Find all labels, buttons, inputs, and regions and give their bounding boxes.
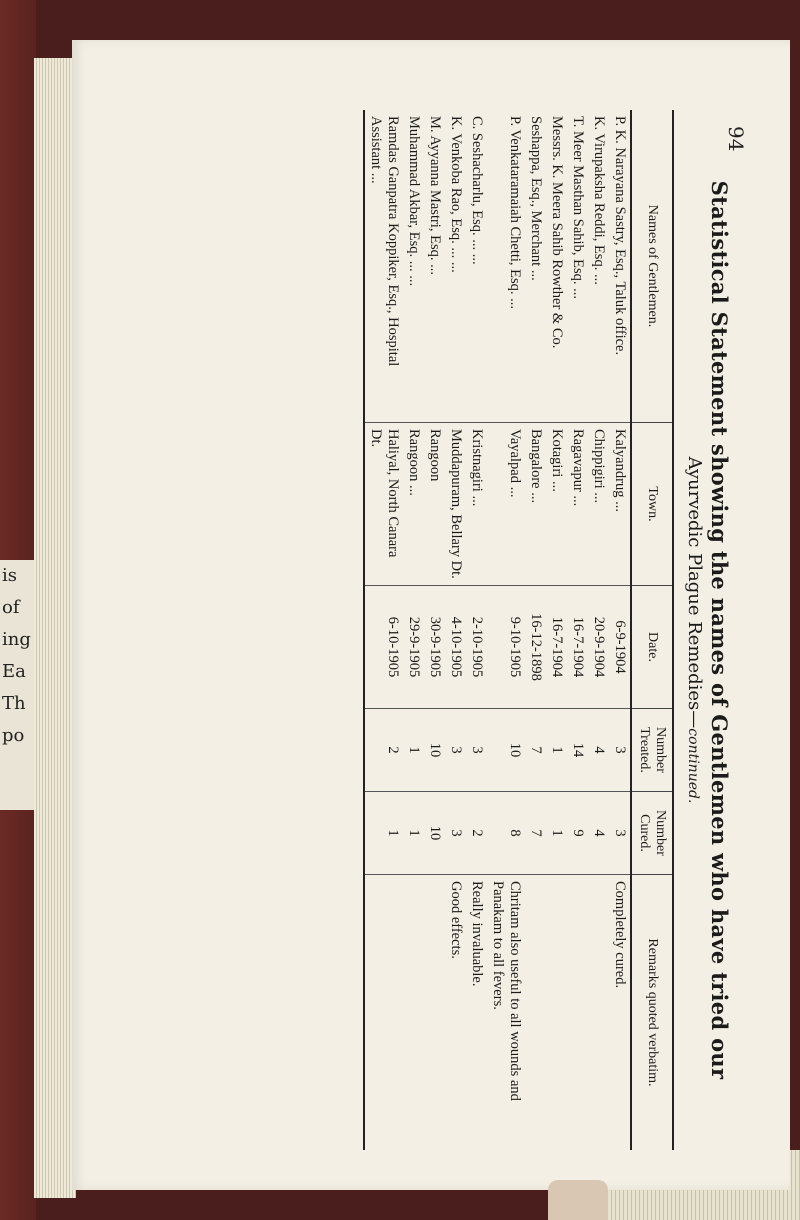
table-row (445, 110, 466, 1150)
cell-cured: 10 (424, 792, 445, 875)
cell-cured: 7 (525, 792, 546, 875)
cell-remarks (567, 875, 588, 1151)
table-row (466, 110, 487, 1150)
cell-date: 20-9-1904 (588, 586, 609, 709)
cell-cured: 2 (466, 792, 487, 875)
fragment-text: is (2, 565, 17, 586)
cell-treated: 7 (525, 709, 546, 792)
cell-treated: 10 (487, 709, 525, 792)
cell-name: C. Seshacharlu, Esq. ... ... (466, 110, 487, 423)
table-row (487, 110, 525, 1150)
cell-cured: 3 (609, 792, 631, 875)
cell-name: T. Meer Masthan Sahib, Esq. ... (567, 110, 588, 423)
cell-town: Ragavapur ... (567, 423, 588, 586)
cell-treated: 2 (364, 709, 403, 792)
table-row (609, 110, 631, 1150)
fragment-text: ing (2, 629, 31, 650)
cell-cured: 1 (546, 792, 567, 875)
cell-town: Rangoon (424, 423, 445, 586)
cell-treated: 3 (609, 709, 631, 792)
rotated-page-content (140, 110, 740, 1150)
page-heading: Statistical Statement showing the names of Gentlemen who have tried our (707, 180, 732, 1080)
cell-cured: 8 (487, 792, 525, 875)
header-treated: Number Treated. (631, 709, 673, 792)
cell-treated: 3 (445, 709, 466, 792)
cell-remarks (546, 875, 567, 1151)
cell-name: K. Virupaksha Reddi, Esq. ... (588, 110, 609, 423)
cell-name: Ramdas Ganpatra Koppiker, Esq., Hospital Assistant ... (364, 110, 403, 423)
cell-town: Kotagiri ... (546, 423, 567, 586)
cell-remarks: Completely cured. (612, 881, 628, 989)
cell-town: Haliyal, North Canara Dt. (364, 423, 403, 586)
cell-remarks: Chritam also useful to all wounds and Panakam to all fevers. (490, 881, 523, 1101)
table-row (403, 110, 424, 1150)
cell-remarks (588, 875, 609, 1151)
fragment-text: of (2, 597, 20, 618)
fragment-text: Ea (2, 661, 26, 682)
cell-treated: 4 (588, 709, 609, 792)
fragment-text: po (2, 725, 25, 746)
cell-remarks (525, 875, 546, 1151)
table-row (364, 110, 403, 1150)
cell-date: 6-10-1905 (364, 586, 403, 709)
cell-cured: 1 (364, 792, 403, 875)
cell-treated: 14 (567, 709, 588, 792)
cell-date: 16-7-1904 (546, 586, 567, 709)
page-edges (34, 58, 76, 1198)
cell-date: 30-9-1905 (424, 586, 445, 709)
cell-name: M. Ayyanna Mastri, Esq. ... (424, 110, 445, 423)
header-town: Town. (631, 423, 673, 586)
cell-town: Chippigiri ... (588, 423, 609, 586)
cell-name: Messrs. K. Meera Sahib Rowther & Co. (546, 110, 567, 423)
statistics-table (363, 110, 674, 1150)
cell-town: Kalyandrug ... (609, 423, 631, 586)
cell-name: Seshappa, Esq., Merchant ... (525, 110, 546, 423)
cell-town: Kristnagiri ... (466, 423, 487, 586)
header-name: Names of Gentlemen. (631, 110, 673, 423)
cell-remarks (364, 875, 403, 1151)
cell-date: 9-10-1905 (487, 586, 525, 709)
cell-town: Muddapuram, Bellary Dt. (445, 423, 466, 586)
cell-treated: 10 (424, 709, 445, 792)
cell-remarks: Good effects. (448, 881, 464, 959)
cell-name: P. Venkataramaiah Chetti, Esq. ... (487, 110, 525, 423)
table-row (546, 110, 567, 1150)
cell-town: Rangoon ... (403, 423, 424, 586)
header-remarks: Remarks quoted verbatim. (631, 875, 673, 1151)
cell-date: 2-10-1905 (466, 586, 487, 709)
cell-cured: 9 (567, 792, 588, 875)
table-row (424, 110, 445, 1150)
cell-cured: 1 (403, 792, 424, 875)
cell-date: 16-12-1898 (525, 586, 546, 709)
cell-date: 29-9-1905 (403, 586, 424, 709)
header-cured: Number Cured. (631, 792, 673, 875)
table-row (567, 110, 588, 1150)
cell-cured: 3 (445, 792, 466, 875)
cell-cured: 4 (588, 792, 609, 875)
cell-name: P. K. Narayana Sastry, Esq., Taluk office. (609, 110, 631, 423)
cell-treated: 1 (546, 709, 567, 792)
cell-name: K. Venkoba Rao, Esq. ... ... (445, 110, 466, 423)
table-row (588, 110, 609, 1150)
page-number: 94 (724, 126, 748, 152)
fragment-text: Th (2, 693, 26, 714)
cell-date: 6-9-1904 (609, 586, 631, 709)
thumb-holding-book (548, 1180, 608, 1220)
subheading-text: Ayurvedic Plague Remedies— (684, 456, 705, 729)
cell-name: Muhammad Akbar, Esq. ... ... (403, 110, 424, 423)
table-row (525, 110, 546, 1150)
cell-treated: 3 (466, 709, 487, 792)
cell-remarks (424, 875, 445, 1151)
cell-town: Vayalpad ... (487, 423, 525, 586)
cell-remarks (403, 875, 424, 1151)
cell-remarks: Really invaluable. (469, 881, 485, 987)
page-subheading (684, 110, 705, 1150)
subheading-suffix: continued. (685, 728, 701, 804)
table-header-row (631, 110, 673, 1150)
cell-date: 16-7-1904 (567, 586, 588, 709)
cell-date: 4-10-1905 (445, 586, 466, 709)
cell-town: Bangalore ... (525, 423, 546, 586)
cell-treated: 1 (403, 709, 424, 792)
header-date: Date. (631, 586, 673, 709)
